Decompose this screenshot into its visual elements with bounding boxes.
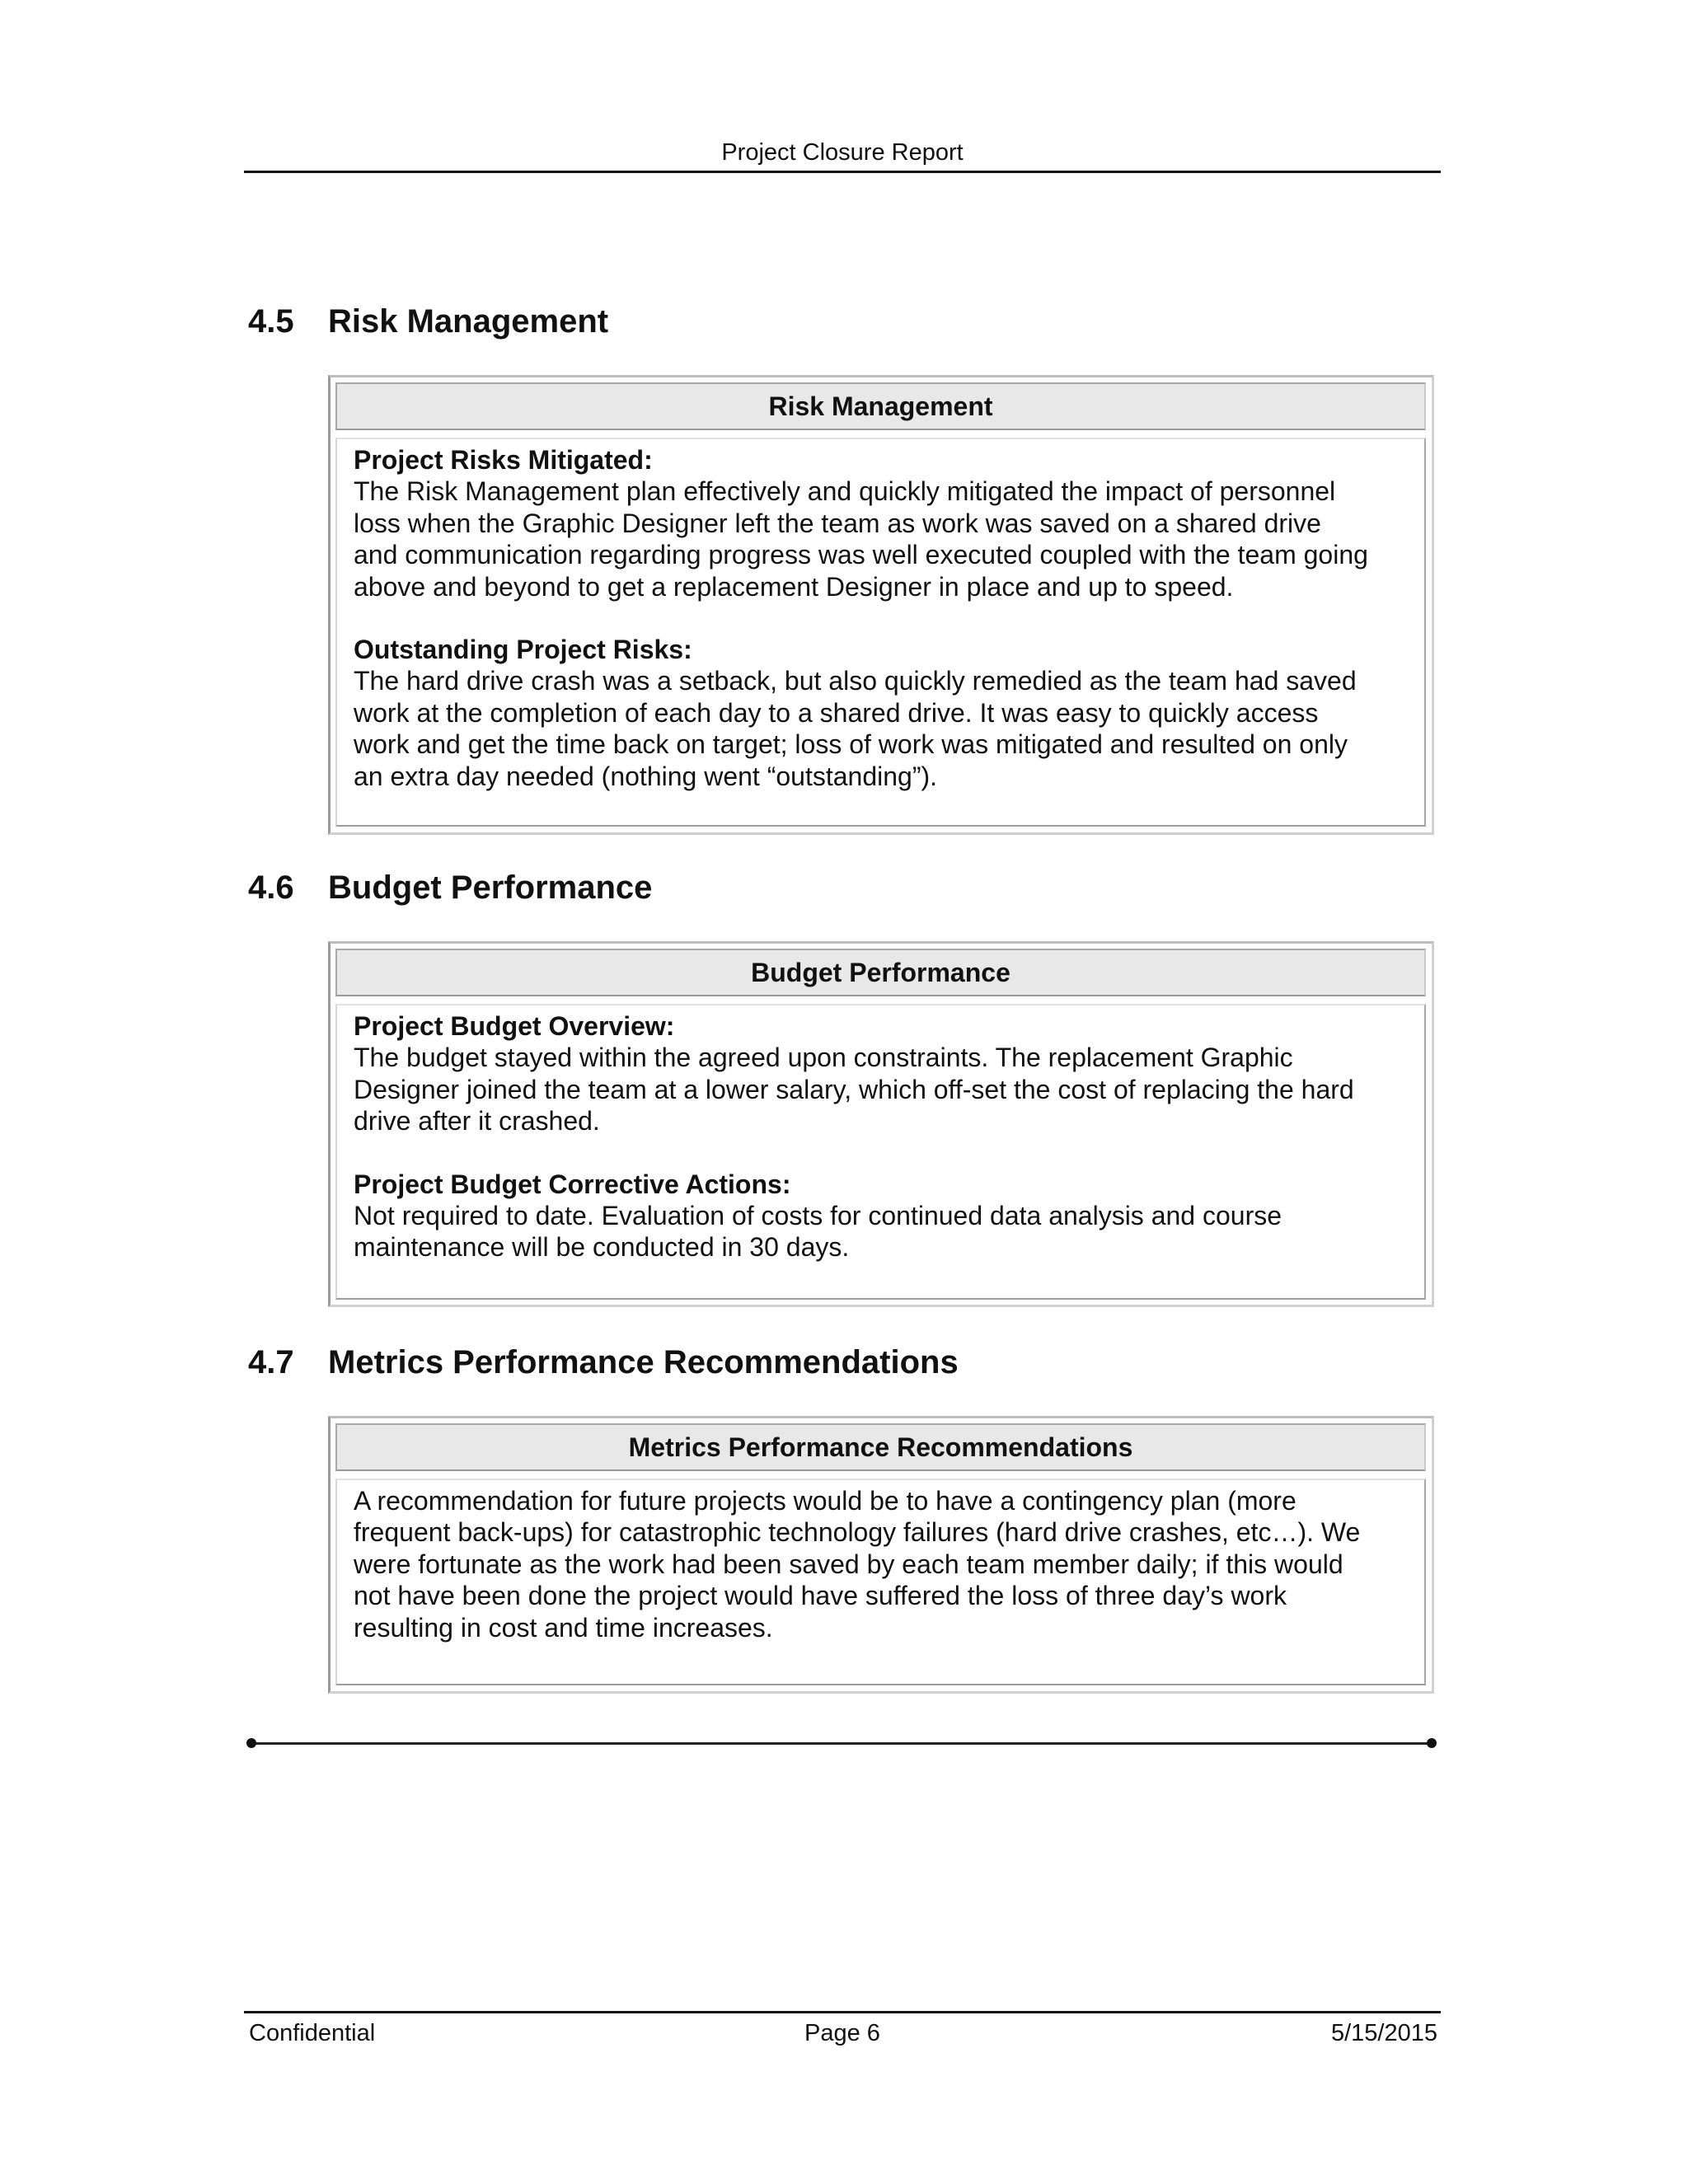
- horizontal-divider: [251, 1742, 1432, 1745]
- section-title: Metrics Performance Recommendations: [328, 1344, 959, 1380]
- subheading: Outstanding Project Risks:: [354, 635, 692, 665]
- section-title: Budget Performance: [328, 869, 653, 906]
- body-line: above and beyond to get a replacement Designer in place and up to speed.: [354, 571, 1234, 602]
- section-number: 4.5: [248, 303, 294, 340]
- paragraph-gap: [354, 1137, 1408, 1169]
- body-line: and communication regarding progress was well executed coupled with the team going: [354, 540, 1368, 570]
- divider-start-dot: [246, 1738, 256, 1748]
- box-title: Risk Management: [335, 382, 1426, 430]
- footer-page-number: Page 6: [804, 2020, 880, 2046]
- body-line: A recommendation for future projects would be to have a contingency plan (more: [354, 1486, 1296, 1516]
- box-title: Budget Performance: [335, 949, 1426, 996]
- body-line: The budget stayed within the agreed upon constraints. The replacement Graphic: [354, 1043, 1293, 1073]
- body-line: not have been done the project would have suffered the loss of three day’s work: [354, 1581, 1287, 1611]
- box-body: [335, 1004, 1426, 1300]
- paragraph-gap: [354, 602, 1408, 634]
- body-line: an extra day needed (nothing went “outstanding”).: [354, 761, 938, 791]
- section-number: 4.6: [248, 869, 294, 906]
- section-heading-metrics-performance: [248, 1343, 959, 1382]
- body-line: maintenance will be conducted in 30 days.: [354, 1232, 850, 1263]
- subheading: Project Risks Mitigated:: [354, 445, 653, 475]
- section-heading-risk-management: [248, 302, 608, 341]
- body-line: The hard drive crash was a setback, but also quickly remedied as the team had saved: [354, 666, 1357, 696]
- risk-management-box: [328, 375, 1434, 835]
- body-line: frequent back-ups) for catastrophic technology failures (hard drive crashes, etc…). We: [354, 1517, 1361, 1548]
- subheading: Project Budget Corrective Actions:: [354, 1169, 791, 1199]
- body-line: loss when the Graphic Designer left the team as work was saved on a shared drive: [354, 508, 1321, 538]
- body-line: resulting in cost and time increases.: [354, 1612, 773, 1643]
- header-title: Project Closure Report: [721, 139, 964, 166]
- body-line: drive after it crashed.: [354, 1106, 600, 1137]
- footer-date: 5/15/2015: [1330, 2020, 1437, 2046]
- page-header: [244, 136, 1441, 173]
- metrics-performance-box: [328, 1416, 1434, 1694]
- body-line: The Risk Management plan effectively and quickly mitigated the impact of personnel: [354, 476, 1336, 507]
- body-line: work at the completion of each day to a shared drive. It was easy to quickly access: [354, 697, 1319, 728]
- box-title: Metrics Performance Recommendations: [335, 1423, 1426, 1471]
- box-body: [335, 438, 1426, 827]
- body-line: Not required to date. Evaluation of costs for continued data analysis and course: [354, 1201, 1282, 1231]
- footer-confidential: Confidential: [249, 2020, 376, 2046]
- body-line: Designer joined the team at a lower salary, which off-set the cost of replacing the hard: [354, 1074, 1354, 1104]
- budget-performance-box: [328, 941, 1434, 1307]
- section-heading-budget-performance: [248, 868, 652, 907]
- subheading: Project Budget Overview:: [354, 1011, 675, 1041]
- body-line: were fortunate as the work had been saved by each team member daily; if this would: [354, 1549, 1343, 1579]
- box-body: [335, 1479, 1426, 1685]
- page-footer: [244, 2011, 1441, 2050]
- divider-end-dot: [1427, 1738, 1437, 1748]
- section-number: 4.7: [248, 1344, 294, 1380]
- section-title: Risk Management: [328, 303, 609, 340]
- body-line: work and get the time back on target; loss of work was mitigated and resulted on only: [354, 729, 1348, 760]
